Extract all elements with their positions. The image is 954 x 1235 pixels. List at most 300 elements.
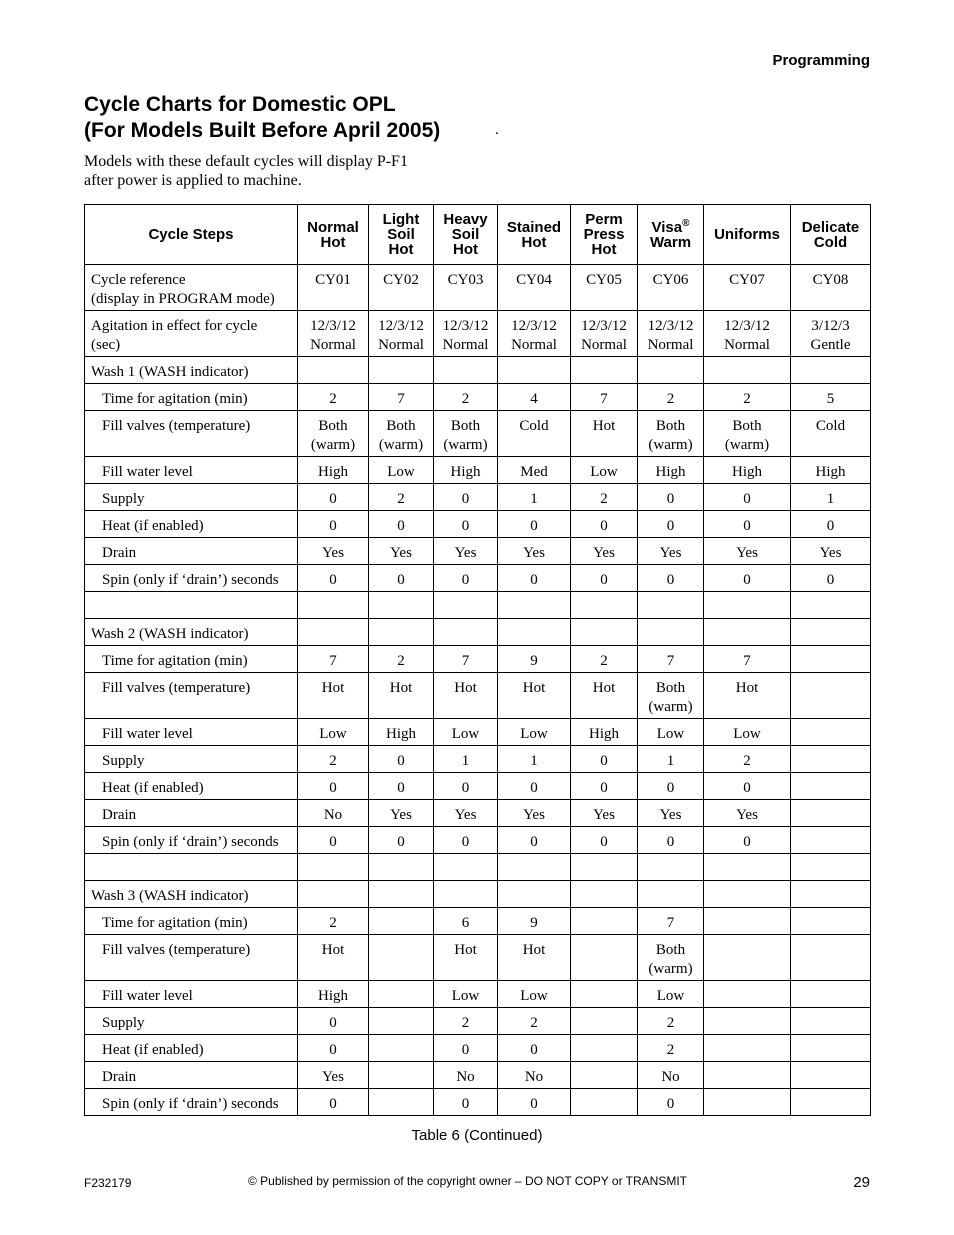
row-label <box>85 565 298 592</box>
table-cell <box>298 646 369 673</box>
cell-value: Low <box>733 726 761 742</box>
table-cell <box>498 881 571 908</box>
table-cell <box>298 746 369 773</box>
cell-value: 0 <box>743 834 751 850</box>
cell-value: 0 <box>397 753 405 769</box>
cell-value: 0 <box>329 572 337 588</box>
cell-value: 2 <box>329 915 337 931</box>
table-cell <box>434 411 498 457</box>
table-cell <box>791 908 871 935</box>
cell-value: No <box>524 1069 544 1085</box>
table-cell <box>434 592 498 619</box>
table-cell <box>704 673 791 719</box>
table-row <box>85 800 871 827</box>
row-label <box>85 538 298 565</box>
table-cell <box>704 1035 791 1062</box>
cell-value: 2 <box>329 391 337 407</box>
table-row <box>85 511 871 538</box>
cell-value: 1 <box>666 753 675 769</box>
cell-value: 0 <box>329 518 337 534</box>
cell-value: Low <box>319 726 347 742</box>
table-cell <box>369 565 434 592</box>
table-cell <box>369 619 434 646</box>
cell-value: 3/12/3 <box>811 318 850 334</box>
table-row <box>85 719 871 746</box>
cell-value: Both <box>318 418 348 434</box>
table-cell <box>298 1062 369 1089</box>
table-cell <box>434 881 498 908</box>
cell-value: 2 <box>397 491 405 507</box>
cell-value: 12/3/12 <box>724 318 770 334</box>
table-cell <box>791 1089 871 1116</box>
table-cell <box>638 854 704 881</box>
column-header-line: Uniforms <box>714 226 780 243</box>
cell-value: Yes <box>659 807 682 823</box>
row-label-line: Spin (only if ‘drain’) seconds <box>102 572 279 588</box>
column-header-line: Hot <box>320 233 346 251</box>
table-cell <box>369 908 434 935</box>
row-label <box>85 592 298 619</box>
row-label-line: Time for agitation (min) <box>102 653 248 669</box>
cell-value: Yes <box>322 545 344 561</box>
row-label-line: Fill water level <box>102 464 193 480</box>
cell-value: Hot <box>454 942 477 958</box>
table-cell <box>571 646 638 673</box>
table-cell <box>571 357 638 384</box>
table-cell <box>298 881 369 908</box>
cell-value: Hot <box>592 418 616 434</box>
table-cell <box>571 311 638 357</box>
table-cell <box>571 719 638 746</box>
table-cell <box>369 1089 434 1116</box>
cell-value: High <box>450 464 481 480</box>
table-row <box>85 384 871 411</box>
cell-value: 0 <box>397 518 405 534</box>
column-header <box>498 205 571 265</box>
table-row <box>85 673 871 719</box>
cycle-chart-table <box>84 204 871 1116</box>
table-cell <box>638 881 704 908</box>
table-row <box>85 484 871 511</box>
table-cell <box>434 565 498 592</box>
column-header <box>704 205 791 265</box>
table-cell <box>369 881 434 908</box>
row-label-line: (sec) <box>91 337 121 353</box>
cell-value: 6 <box>461 915 470 931</box>
cell-value: Med <box>520 464 548 480</box>
table-cell <box>791 1062 871 1089</box>
table-row <box>85 565 871 592</box>
table-cell <box>369 411 434 457</box>
column-header-line-wrap <box>638 217 703 236</box>
row-label-line: Heat (if enabled) <box>102 1042 204 1058</box>
table-row <box>85 827 871 854</box>
cell-value: Low <box>520 726 548 742</box>
table-cell <box>571 673 638 719</box>
table-cell <box>791 1008 871 1035</box>
table-cell <box>704 484 791 511</box>
table-cell <box>571 411 638 457</box>
table-cell <box>498 773 571 800</box>
column-header-line: Hot <box>521 233 547 251</box>
table-row <box>85 457 871 484</box>
table-cell <box>498 592 571 619</box>
cell-value: 12/3/12 <box>581 318 627 334</box>
cell-value: High <box>655 464 686 480</box>
cell-value: 0 <box>530 780 538 796</box>
table-cell <box>638 1062 704 1089</box>
cell-value: High <box>318 464 348 480</box>
cell-value: 5 <box>826 391 835 407</box>
cell-value: Normal <box>581 337 627 353</box>
row-label-line: Wash 3 (WASH indicator) <box>91 888 249 904</box>
table-cell <box>369 746 434 773</box>
table-cell <box>434 908 498 935</box>
column-header-line: Heavy <box>443 211 488 228</box>
column-header-line: Visa <box>651 218 683 236</box>
cell-value: Cold <box>815 418 846 434</box>
row-label-line: Fill valves (temperature) <box>102 942 251 958</box>
title-line-1: Cycle Charts for Domestic OPL <box>84 93 396 116</box>
table-cell <box>638 357 704 384</box>
table-cell <box>704 592 791 619</box>
table-cell <box>704 981 791 1008</box>
cell-value: 0 <box>329 780 337 796</box>
table-cell <box>704 746 791 773</box>
table-row <box>85 592 871 619</box>
row-label-line: Heat (if enabled) <box>102 518 204 534</box>
table-cell <box>704 908 791 935</box>
row-label <box>85 311 298 357</box>
table-cell <box>638 565 704 592</box>
table-cell <box>434 773 498 800</box>
table-row <box>85 746 871 773</box>
table-row <box>85 411 871 457</box>
table-cell <box>434 673 498 719</box>
table-row <box>85 854 871 881</box>
column-header-line: Soil <box>387 226 415 243</box>
table-cell <box>369 1008 434 1035</box>
cell-value: 7 <box>743 653 751 669</box>
table-cell <box>434 1035 498 1062</box>
table-cell <box>571 935 638 981</box>
row-label-line: Heat (if enabled) <box>102 780 204 796</box>
table-cell <box>369 827 434 854</box>
table-cell <box>498 357 571 384</box>
table-cell <box>369 484 434 511</box>
table-cell <box>704 411 791 457</box>
column-header <box>298 205 369 265</box>
row-label-line: Supply <box>102 1015 145 1031</box>
row-label <box>85 1008 298 1035</box>
table-cell <box>704 881 791 908</box>
table-cell <box>571 1008 638 1035</box>
table-cell <box>571 746 638 773</box>
table-cell <box>369 1062 434 1089</box>
table-cell <box>791 981 871 1008</box>
table-cell <box>434 1062 498 1089</box>
cell-value: High <box>589 726 619 742</box>
table-cell <box>791 746 871 773</box>
table-cell <box>704 1062 791 1089</box>
cell-value: 4 <box>530 391 538 407</box>
cell-value: Yes <box>659 545 682 561</box>
cell-value: (warm) <box>310 437 356 453</box>
column-header <box>434 205 498 265</box>
table-cell <box>791 592 871 619</box>
row-label-line: Fill valves (temperature) <box>102 680 251 696</box>
table-row <box>85 311 871 357</box>
table-cell <box>298 357 369 384</box>
cell-value: 0 <box>397 834 405 850</box>
table-cell <box>434 935 498 981</box>
table-cell <box>369 800 434 827</box>
cell-value: 0 <box>743 518 751 534</box>
cell-value: Hot <box>735 680 759 696</box>
cell-value: 0 <box>530 1096 538 1112</box>
cell-value: Yes <box>454 807 477 823</box>
cell-value: Normal <box>511 337 557 353</box>
row-label-line: Fill valves (temperature) <box>102 418 251 434</box>
table-cell <box>571 773 638 800</box>
table-cell <box>638 1089 704 1116</box>
cell-value: 0 <box>666 780 675 796</box>
table-cell <box>704 384 791 411</box>
table-cell <box>498 265 571 311</box>
copyright-notice: © Published by permission of the copyright owner – DO NOT COPY or TRANSMIT <box>248 1174 688 1188</box>
column-header-line: Soil <box>451 226 480 243</box>
cell-value: Normal <box>378 337 424 353</box>
cell-value: 0 <box>743 491 751 507</box>
table-cell <box>298 773 369 800</box>
cell-value: 2 <box>666 1042 675 1058</box>
cell-value: 0 <box>600 572 608 588</box>
table-cell <box>571 881 638 908</box>
table-cell <box>571 484 638 511</box>
table-cell <box>369 311 434 357</box>
cell-value: Low <box>387 464 415 480</box>
cell-value: Hot <box>321 942 345 958</box>
row-label-line: Time for agitation (min) <box>102 915 248 931</box>
table-cell <box>791 265 871 311</box>
table-cell <box>369 457 434 484</box>
table-cell <box>369 384 434 411</box>
table-cell <box>369 265 434 311</box>
column-header-line: Warm <box>649 233 692 251</box>
table-cell <box>571 592 638 619</box>
column-header-line: Hot <box>453 241 478 258</box>
table-cell <box>298 1035 369 1062</box>
cell-value: 1 <box>530 753 538 769</box>
cell-value: 0 <box>329 1096 337 1112</box>
cell-value: 12/3/12 <box>310 318 356 334</box>
table-cell <box>638 384 704 411</box>
cell-value: 0 <box>600 753 608 769</box>
cell-value: High <box>318 988 348 1004</box>
table-cell <box>498 411 571 457</box>
table-cell <box>298 511 369 538</box>
cell-value: (warm) <box>648 699 693 715</box>
cell-value: CY05 <box>586 272 622 288</box>
table-cell <box>434 538 498 565</box>
registered-mark: ® <box>682 217 690 229</box>
row-label-line: Spin (only if ‘drain’) seconds <box>102 1096 279 1112</box>
table-cell <box>498 311 571 357</box>
cell-value: Cold <box>519 418 549 434</box>
cell-value: 0 <box>461 1096 470 1112</box>
table-cell <box>498 719 571 746</box>
cell-value: 0 <box>461 572 470 588</box>
cell-value: Low <box>656 988 685 1004</box>
table-cell <box>434 357 498 384</box>
table-cell <box>638 719 704 746</box>
cell-value: No <box>661 1069 680 1085</box>
table-cell <box>791 935 871 981</box>
cell-value: No <box>456 1069 475 1085</box>
cell-value: High <box>732 464 762 480</box>
table-row <box>85 981 871 1008</box>
table-cell <box>298 1089 369 1116</box>
table-cell <box>369 673 434 719</box>
cell-value: 0 <box>530 518 538 534</box>
cell-value: Normal <box>647 337 694 353</box>
row-label <box>85 646 298 673</box>
cell-value: 1 <box>461 753 470 769</box>
table-cell <box>498 827 571 854</box>
table-cell <box>369 592 434 619</box>
cell-value: Low <box>520 988 548 1004</box>
cell-value: 2 <box>600 491 608 507</box>
table-cell <box>434 800 498 827</box>
cell-value: Normal <box>724 337 770 353</box>
table-cell <box>434 981 498 1008</box>
table-cell <box>638 935 704 981</box>
table-cell <box>704 827 791 854</box>
row-label-line: Drain <box>102 807 137 823</box>
cell-value: 9 <box>530 915 538 931</box>
cell-value: Yes <box>454 545 477 561</box>
table-cell <box>638 1008 704 1035</box>
table-cell <box>298 935 369 981</box>
table-cell <box>791 673 871 719</box>
cell-value: (warm) <box>443 437 488 453</box>
row-label <box>85 457 298 484</box>
table-cell <box>638 1035 704 1062</box>
row-label-line: (display in PROGRAM mode) <box>91 291 275 307</box>
row-label <box>85 881 298 908</box>
row-label <box>85 935 298 981</box>
table-cell <box>498 746 571 773</box>
table-row <box>85 1008 871 1035</box>
table-cell <box>369 511 434 538</box>
cell-value: Yes <box>736 545 758 561</box>
cell-value: 12/3/12 <box>647 318 694 334</box>
cell-value: 0 <box>666 572 675 588</box>
table-cell <box>434 511 498 538</box>
table-cell <box>498 673 571 719</box>
table-cell <box>791 881 871 908</box>
cell-value: CY02 <box>383 272 419 288</box>
row-label-line: Agitation in effect for cycle <box>91 318 258 334</box>
column-header-line: Stained <box>506 218 562 236</box>
table-cell <box>571 981 638 1008</box>
table-cell <box>704 619 791 646</box>
cell-value: 12/3/12 <box>378 318 424 334</box>
cell-value: 0 <box>826 518 835 534</box>
row-label <box>85 511 298 538</box>
column-header-line: Hot <box>591 241 617 258</box>
title-line-2: (For Models Built Before April 2005) <box>84 119 441 142</box>
table-cell <box>498 908 571 935</box>
cell-value: 0 <box>530 572 538 588</box>
table-cell <box>638 511 704 538</box>
table-cell <box>638 457 704 484</box>
cell-value: 2 <box>666 391 675 407</box>
cell-value: 7 <box>666 915 675 931</box>
row-label <box>85 484 298 511</box>
table-cell <box>638 265 704 311</box>
table-cell <box>638 981 704 1008</box>
table-row <box>85 357 871 384</box>
cell-value: 0 <box>600 518 608 534</box>
table-row <box>85 908 871 935</box>
table-cell <box>704 511 791 538</box>
table-cell <box>704 565 791 592</box>
table-cell <box>369 357 434 384</box>
table-cell <box>571 511 638 538</box>
table-cell <box>369 538 434 565</box>
table-cell <box>498 646 571 673</box>
table-cell <box>791 800 871 827</box>
table-cell <box>498 384 571 411</box>
cell-value: 7 <box>461 653 470 669</box>
cell-value: Yes <box>322 1069 344 1085</box>
cell-value: 0 <box>530 1042 538 1058</box>
cell-value: (warm) <box>378 437 424 453</box>
table-cell <box>434 484 498 511</box>
column-header-line: Normal <box>307 218 359 236</box>
table-cell <box>791 511 871 538</box>
table-cell <box>369 854 434 881</box>
column-header <box>369 205 434 265</box>
cell-value: 0 <box>600 780 608 796</box>
row-label <box>85 1062 298 1089</box>
row-label-line: Drain <box>102 545 137 561</box>
table-caption: Table 6 (Continued) <box>411 1127 543 1144</box>
table-row <box>85 619 871 646</box>
table-cell <box>791 484 871 511</box>
table-cell <box>571 265 638 311</box>
table-cell <box>498 854 571 881</box>
cell-value: 0 <box>461 491 470 507</box>
table-cell <box>298 619 369 646</box>
table-cell <box>704 538 791 565</box>
table-cell <box>704 646 791 673</box>
table-cell <box>791 827 871 854</box>
table-cell <box>638 646 704 673</box>
row-label-line: Cycle reference <box>91 272 186 288</box>
table-cell <box>571 1062 638 1089</box>
table-cell <box>791 538 871 565</box>
cell-value: Yes <box>736 807 758 823</box>
table-row <box>85 265 871 311</box>
table-cell <box>791 773 871 800</box>
table-cell <box>704 800 791 827</box>
table-cell <box>434 265 498 311</box>
table-cell <box>638 411 704 457</box>
cell-value: Normal <box>442 337 489 353</box>
row-label <box>85 908 298 935</box>
